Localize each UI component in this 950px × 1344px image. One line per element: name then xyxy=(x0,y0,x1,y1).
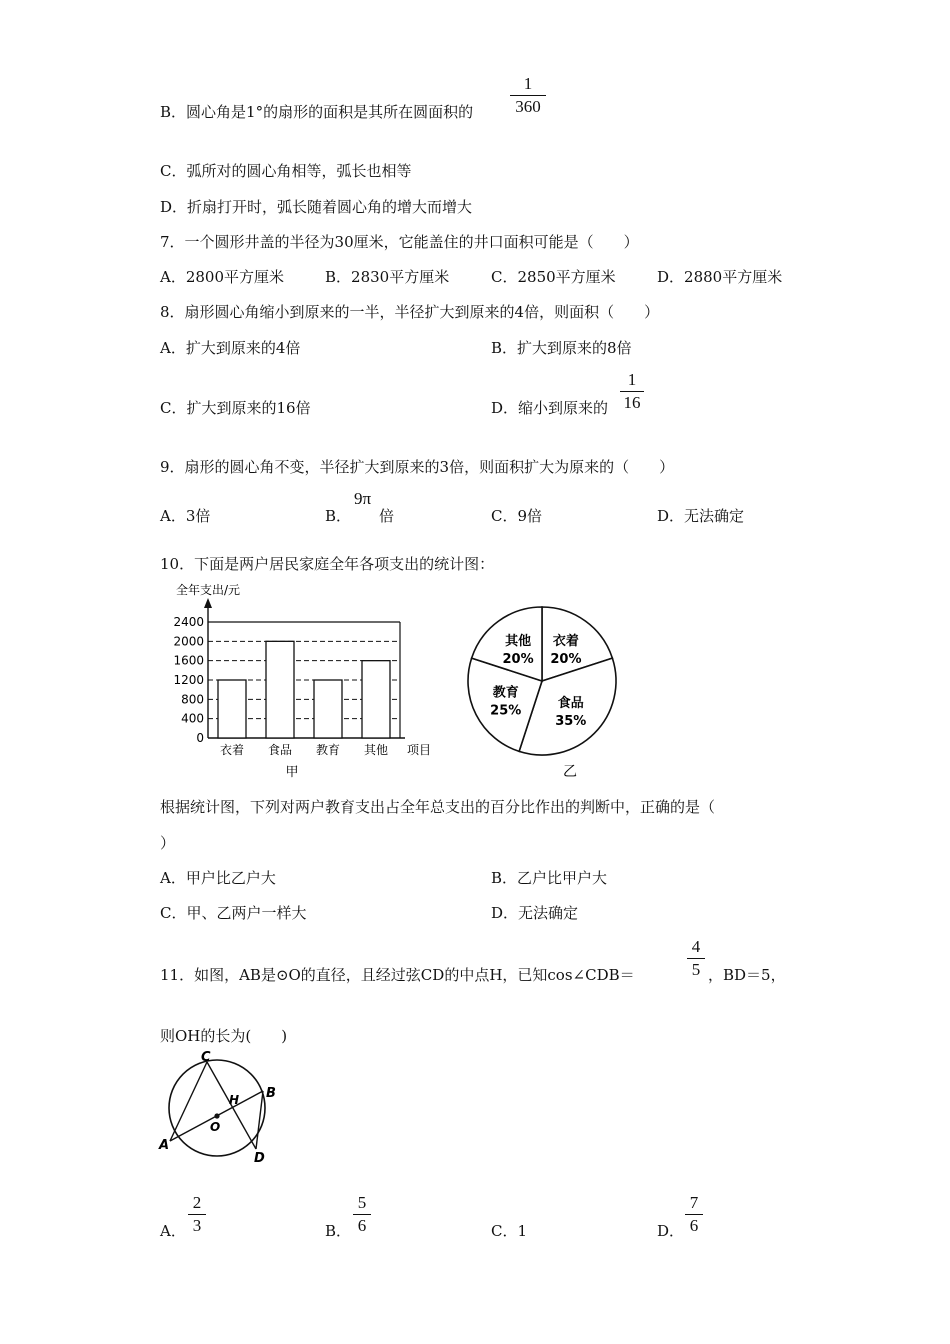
q9-stem: 9．扇形的圆心角不变，半径扩大到原来的3倍，则面积扩大为原来的（ ） xyxy=(160,458,675,476)
fraction-numerator: 5 xyxy=(357,1193,367,1212)
bar-category-label: 衣着 xyxy=(219,743,245,757)
segment-bd xyxy=(256,1091,263,1149)
q9-option-b-label: B． xyxy=(325,507,352,525)
fraction-numerator: 7 xyxy=(689,1193,699,1212)
pie-chart-yi xyxy=(460,596,630,781)
fraction-denominator: 16 xyxy=(623,393,641,412)
q9-option-a: A．3倍 xyxy=(160,507,211,525)
label-b: B xyxy=(266,1086,276,1101)
q10-question-line1: 根据统计图，下列对两户教育支出占全年总支出的百分比作出的判断中，正确的是（ xyxy=(160,798,716,816)
q11-stem-fraction xyxy=(687,938,705,979)
bar-教育 xyxy=(314,680,342,738)
bar-chart-ylabel: 全年支出/元 xyxy=(176,583,241,597)
fraction-denominator: 5 xyxy=(691,960,701,979)
bar-y-tick-label: 1600 xyxy=(173,653,204,668)
q10-option-c: C．甲、乙两户一样大 xyxy=(160,904,307,922)
bar-chart-title: 甲 xyxy=(285,765,299,778)
q6-option-b-fraction xyxy=(510,75,546,116)
q9-option-c: C．9倍 xyxy=(491,507,543,525)
pie-chart-title: 乙 xyxy=(563,764,577,780)
label-a: A xyxy=(159,1138,170,1153)
fraction-denominator: 6 xyxy=(357,1216,367,1235)
label-h: H xyxy=(229,1093,240,1107)
bar-category-label: 食品 xyxy=(267,743,293,757)
bar-y-axis-arrow xyxy=(204,598,212,608)
label-o: O xyxy=(210,1120,221,1134)
q8-stem: 8．扇形圆心角缩小到原来的一半，半径扩大到原来的4倍，则面积（ ） xyxy=(160,303,660,321)
q8-option-d: D．缩小到原来的 xyxy=(491,399,609,417)
q11-option-b-label: B． xyxy=(325,1222,352,1240)
q10-option-b: B．乙户比甲户大 xyxy=(491,869,608,887)
pie-slice-label: 衣着 xyxy=(552,634,579,650)
center-point-o xyxy=(214,1113,219,1118)
q8-option-d-fraction xyxy=(620,371,644,412)
pie-slice-percent: 20% xyxy=(550,652,582,668)
fraction-denominator: 3 xyxy=(192,1216,202,1235)
q8-option-a: A．扩大到原来的4倍 xyxy=(160,339,301,357)
q11-option-a-label: A． xyxy=(160,1222,186,1240)
q9-option-d: D．无法确定 xyxy=(657,507,745,525)
q6-option-d: D．折扇打开时，弧长随着圆心角的增大而增大 xyxy=(160,198,473,216)
fraction-numerator: 4 xyxy=(691,937,701,956)
bar-chart-xlabel: 项目 xyxy=(407,743,432,757)
bar-食品 xyxy=(266,641,294,738)
q6-option-b-text: B．圆心角是1°的扇形的面积是其所在圆面积的 xyxy=(160,103,474,121)
q7-stem: 7．一个圆形井盖的半径为30厘米，它能盖住的井口面积可能是（ ） xyxy=(160,233,639,251)
q10-stem: 10．下面是两户居民家庭全年各项支出的统计图： xyxy=(160,555,495,573)
q6-option-c: C．弧所对的圆心角相等，弧长也相等 xyxy=(160,162,412,180)
bar-y-tick-label: 1200 xyxy=(173,673,204,687)
q7-option-b: B．2830平方厘米 xyxy=(325,268,450,286)
fraction-denominator: 360 xyxy=(515,97,541,116)
label-d: D xyxy=(254,1151,265,1166)
q11-circle-figure xyxy=(155,1048,285,1173)
pie-slice-percent: 20% xyxy=(502,652,534,668)
bar-chart-jia xyxy=(160,578,450,778)
bar-y-tick-label: 400 xyxy=(181,711,204,726)
bar-y-tick-label: 2000 xyxy=(173,634,204,649)
q8-option-b: B．扩大到原来的8倍 xyxy=(491,339,632,357)
q10-option-a: A．甲户比乙户大 xyxy=(160,869,276,887)
pie-slice-percent: 25% xyxy=(490,703,522,719)
q7-option-d: D．2880平方厘米 xyxy=(657,268,783,286)
fraction-numerator: 1 xyxy=(627,370,637,389)
q11-option-b-fraction xyxy=(353,1194,371,1235)
bar-衣着 xyxy=(218,680,246,738)
q9-option-b-expr: 9π xyxy=(354,489,372,508)
q9-option-b-suffix: 倍 xyxy=(379,507,395,525)
q7-option-a: A．2800平方厘米 xyxy=(160,268,285,286)
q11-option-a-fraction xyxy=(188,1194,206,1235)
q11-option-c: C．1 xyxy=(491,1222,528,1240)
q11-option-d-fraction xyxy=(685,1194,703,1235)
q6-option-b xyxy=(160,101,473,122)
q11-option-d-label: D． xyxy=(657,1222,685,1240)
q7-option-c: C．2850平方厘米 xyxy=(491,268,616,286)
circle-o xyxy=(169,1060,265,1156)
q10-question-line2: ） xyxy=(160,834,176,852)
pie-slice-label: 教育 xyxy=(492,685,519,701)
q10-option-d: D．无法确定 xyxy=(491,904,579,922)
fraction-numerator: 1 xyxy=(523,74,533,93)
bar-category-label: 其他 xyxy=(363,743,389,757)
pie-slice-label: 其他 xyxy=(505,634,532,650)
bar-y-tick-label: 800 xyxy=(181,692,204,707)
segment-ac xyxy=(170,1062,207,1141)
fraction-denominator: 6 xyxy=(689,1216,699,1235)
q11-stem-line2: 则OH的长为( ) xyxy=(160,1027,288,1045)
bar-y-tick-label: 2400 xyxy=(173,615,204,629)
q11-stem-suffix: ，BD＝5， xyxy=(708,966,786,984)
bar-y-tick-label: 0 xyxy=(196,731,204,745)
pie-slice-label: 食品 xyxy=(557,695,584,711)
bar-其他 xyxy=(362,661,390,738)
pie-slice-percent: 35% xyxy=(555,713,587,729)
bar-category-label: 教育 xyxy=(315,743,341,757)
q11-stem-prefix: 11．如图，AB是⊙O的直径，且经过弦CD的中点H，已知cos∠CDB＝ xyxy=(160,966,635,984)
label-c: C xyxy=(201,1050,211,1065)
q8-option-c: C．扩大到原来的16倍 xyxy=(160,399,311,417)
fraction-numerator: 2 xyxy=(192,1193,202,1212)
